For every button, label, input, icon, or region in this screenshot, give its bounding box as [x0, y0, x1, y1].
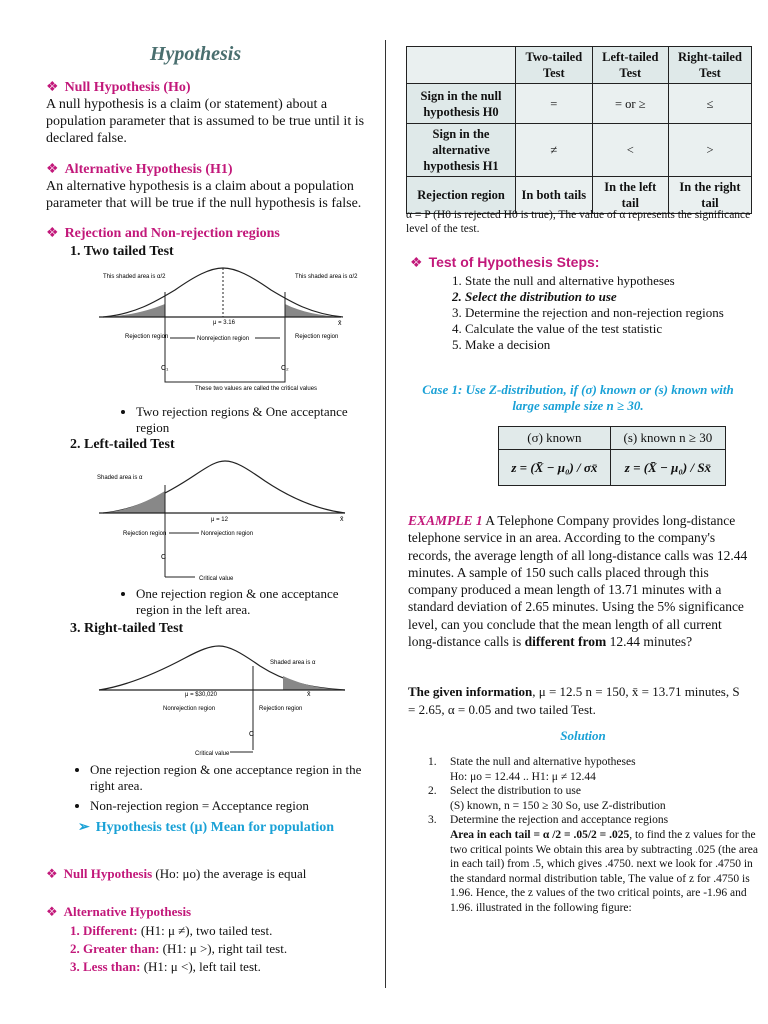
given-label: The given information	[408, 684, 533, 699]
step-item: 4. Calculate the value of the test statistic	[452, 321, 663, 336]
fig-left-critical: Critical value	[199, 576, 234, 582]
step-item: 2. Select the distribution to use	[452, 289, 617, 304]
step-num: 1.	[428, 756, 437, 768]
left-tailed-figure	[95, 455, 350, 585]
solution-heading: Solution	[560, 728, 606, 743]
fig-right-x: x̄	[307, 691, 311, 698]
alt-hypothesis-text: An alternative hypothesis is a claim about a population parameter that will be true if the null hypothesis is false.	[46, 179, 362, 211]
alt-hypothesis-heading: Alternative Hypothesis (H1)	[64, 162, 233, 177]
left-tailed-note: • One rejection region & one acceptance region in the left area.	[136, 586, 366, 618]
table-cell: ≤	[668, 84, 751, 124]
right-tailed-note-1: • One rejection region & one acceptance region in the right area.	[90, 762, 380, 794]
diamond-bullet-icon: ❖	[46, 866, 58, 881]
solution-step	[428, 784, 758, 813]
mean-alt-item	[70, 922, 287, 940]
fig-left-mu: μ = 12	[211, 517, 228, 523]
right-tailed-label: 3. Right-tailed Test	[70, 621, 184, 636]
step-sub: (S) known, n = 150 ≥ 30 So, use Z-distribution	[450, 799, 666, 812]
fig-right-rej: Rejection region	[259, 706, 303, 712]
alt-hypothesis-section	[46, 162, 376, 212]
null-hypothesis-text: A null hypothesis is a claim (or statement) about a population parameter that is assumed to be true until it is declared false.	[46, 97, 365, 146]
two-tailed-figure	[95, 262, 358, 402]
solution-step	[428, 813, 758, 915]
fig-shaded-left: This shaded area is α/2	[103, 274, 166, 280]
table-header-cell: Left-tailed Test	[592, 47, 668, 84]
table-cell: >	[668, 124, 751, 177]
mean-test-heading-row	[78, 820, 334, 836]
fig-right-critical: Critical value	[195, 751, 230, 757]
table-cell: In both tails	[516, 177, 593, 214]
fig-x: x̄	[338, 320, 342, 327]
mean-null-text: (Ho: μo) the average is equal	[152, 866, 307, 881]
table-cell: In the left tail	[592, 177, 668, 214]
z-formula: z = (X̄ − μ₀) / σx̄	[499, 450, 611, 486]
right-tail-shaded-area	[283, 676, 345, 690]
table-cell: In the right tail	[668, 177, 751, 214]
item-text: (H1: μ ≠), two tailed test.	[137, 923, 273, 938]
case1-text: Case 1: Use Z-distribution, if (σ) known or (s) known with large sample size n ≥ 30.	[422, 382, 734, 413]
fig-left-x: x̄	[340, 516, 344, 523]
step-title: Select the distribution to use	[450, 785, 581, 798]
step-item: 1. State the null and alternative hypotheses	[452, 273, 675, 288]
table-cell: =	[516, 84, 593, 124]
table-header-row	[407, 47, 752, 84]
item-label: Greater than:	[83, 941, 160, 956]
table-row	[407, 84, 752, 124]
left-tailed-label: 2. Left-tailed Test	[70, 437, 175, 452]
arrow-bullet-icon: ➢	[78, 820, 90, 835]
step-rest: , to find the z values for the two critical points We obtain this area by subtracting .025 (the area in each tail) from .5, which gives .4750. next we look for .4750 in the standard normal distribution table, The value of z for .4750 is 1.96. Hence, the z values of the two critical points, are -1.96 and 1.96. illustrated in the following figure:	[450, 828, 758, 914]
fig-mu: μ = 3.16	[213, 320, 235, 326]
table-header-cell	[407, 47, 516, 84]
diamond-bullet-icon: ❖	[46, 80, 59, 95]
step-item: 3. Determine the rejection and non-rejection regions	[452, 305, 724, 320]
null-hypothesis-heading: Null Hypothesis (Ho)	[64, 80, 191, 95]
z-table-header: (s) known n ≥ 30	[610, 427, 725, 450]
steps-heading-row	[410, 254, 599, 270]
mean-alt-list	[70, 922, 287, 976]
table-cell: ≠	[516, 124, 593, 177]
step-num: 2.	[428, 785, 437, 798]
example-bold: different from	[524, 634, 607, 650]
solution-steps	[428, 755, 758, 916]
fig-left-c: C	[161, 554, 167, 561]
step-num: 3.	[428, 814, 437, 827]
diamond-bullet-icon: ❖	[46, 226, 59, 241]
fig-right-shaded: Shaded area is α	[270, 660, 316, 666]
step-title: Determine the rejection and acceptance regions	[450, 814, 669, 827]
null-hypothesis-section	[46, 80, 376, 147]
mean-alt-label: Alternative Hypothesis	[63, 904, 192, 919]
fig-rej-left: Rejection region	[125, 334, 169, 340]
example-paragraph	[408, 512, 750, 650]
z-table-header: (σ) known	[499, 427, 611, 450]
alpha-note: α = P (H0 is rejected H0 is true), The value of α represents the significance level of the test.	[406, 209, 751, 235]
column-divider	[385, 40, 386, 988]
item-num: 1.	[70, 923, 80, 938]
mean-null-label: Null Hypothesis	[63, 866, 153, 881]
fig-left-shaded: Shaded area is α	[97, 475, 143, 481]
table-header-cell: Right-tailed Test	[668, 47, 751, 84]
fig-right-mu: μ = $30,020	[185, 692, 217, 698]
row-label: Sign in the null hypothesis H0	[407, 84, 516, 124]
step-item: 5. Make a decision	[452, 337, 551, 352]
table-cell: = or ≥	[592, 84, 668, 124]
given-info	[408, 683, 750, 719]
given-text: , μ = 12.5 n = 150, x̄ = 13.71 minutes, S = 2.65, α = 0.05 and two tailed Test.	[408, 684, 740, 717]
example-tail: 12.44 minutes?	[606, 634, 693, 650]
item-num: 2.	[70, 941, 80, 956]
z-formula: z = (X̄ − μ₀) / Sx̄	[610, 450, 725, 486]
two-tailed-notes	[118, 404, 366, 436]
diamond-bullet-icon: ❖	[410, 254, 423, 270]
table-cell: <	[592, 124, 668, 177]
fig-left-rej: Rejection region	[123, 531, 167, 537]
regions-heading: Rejection and Non-rejection regions	[64, 226, 280, 241]
right-tailed-notes	[72, 762, 380, 814]
item-label: Different:	[83, 923, 138, 938]
two-tailed-label: 1. Two tailed Test	[70, 244, 174, 259]
fig-shaded-right: This shaded area is α/2	[295, 274, 358, 280]
mean-null-row	[46, 866, 306, 882]
fig-right-c: C	[249, 731, 255, 738]
fig-nonrej: Nonrejection region	[197, 336, 250, 342]
example-text: A Telephone Company provides long-distance telephone service in an area. According to the company's records, the average length of all long-distance calls was 12.44 minutes. A sample of 150 such calls placed through this company produced a mean length of 13.71 minutes with a standard deviation of 2.65 minutes. Using the 5% significance level, can you conclude that the mean length of all current long-distance calls is	[408, 513, 748, 650]
row-label: Rejection region	[407, 177, 516, 214]
step-title: State the null and alternative hypotheses	[450, 756, 636, 768]
right-tailed-figure	[95, 640, 350, 760]
steps-list	[452, 273, 752, 353]
item-text: (H1: μ >), right tail test.	[159, 941, 288, 956]
fig-rej-right: Rejection region	[295, 334, 339, 340]
item-num: 3.	[70, 959, 80, 974]
left-tail-shaded-area	[103, 491, 165, 513]
table-header-cell: Two-tailed Test	[516, 47, 593, 84]
z-table-formula-row	[499, 450, 726, 486]
mean-test-heading: Hypothesis test (μ) Mean for population	[95, 820, 335, 835]
sign-table	[406, 46, 752, 214]
diamond-bullet-icon: ❖	[46, 904, 58, 919]
left-tailed-notes	[118, 586, 366, 618]
fig-c1: C₁	[161, 365, 169, 372]
step-sub: Ho: μo = 12.44 .. H1: μ ≠ 12.44	[450, 770, 596, 783]
page-title: Hypothesis	[150, 43, 242, 65]
z-table-header-row	[499, 427, 726, 450]
diamond-bullet-icon: ❖	[46, 162, 59, 177]
step-bold: Area in each tail = α /2 = .05/2 = .025	[450, 828, 630, 841]
fig-left-nonrej: Nonrejection region	[201, 531, 254, 537]
mean-alt-row	[46, 904, 191, 920]
fig-critical: These two values are called the critical values	[195, 386, 318, 392]
fig-c2: C₂	[281, 365, 289, 372]
z-formula-table	[498, 426, 726, 486]
table-row	[407, 124, 752, 177]
regions-heading-row	[46, 226, 280, 242]
fig-right-nonrej: Nonrejection region	[163, 706, 216, 712]
item-text: (H1: μ <), left tail test.	[140, 959, 261, 974]
example-label: EXAMPLE 1	[408, 513, 483, 528]
two-tailed-note: • Two rejection regions & One acceptance region	[136, 404, 366, 436]
right-shaded-area	[285, 304, 343, 317]
mean-alt-item	[70, 940, 287, 958]
row-label: Sign in the alternative hypothesis H1	[407, 124, 516, 177]
mean-alt-item	[70, 958, 287, 976]
item-label: Less than:	[83, 959, 141, 974]
steps-heading: Test of Hypothesis Steps:	[428, 254, 600, 270]
right-tailed-note-2: • Non-rejection region = Acceptance region	[90, 798, 380, 814]
solution-step	[428, 755, 758, 784]
